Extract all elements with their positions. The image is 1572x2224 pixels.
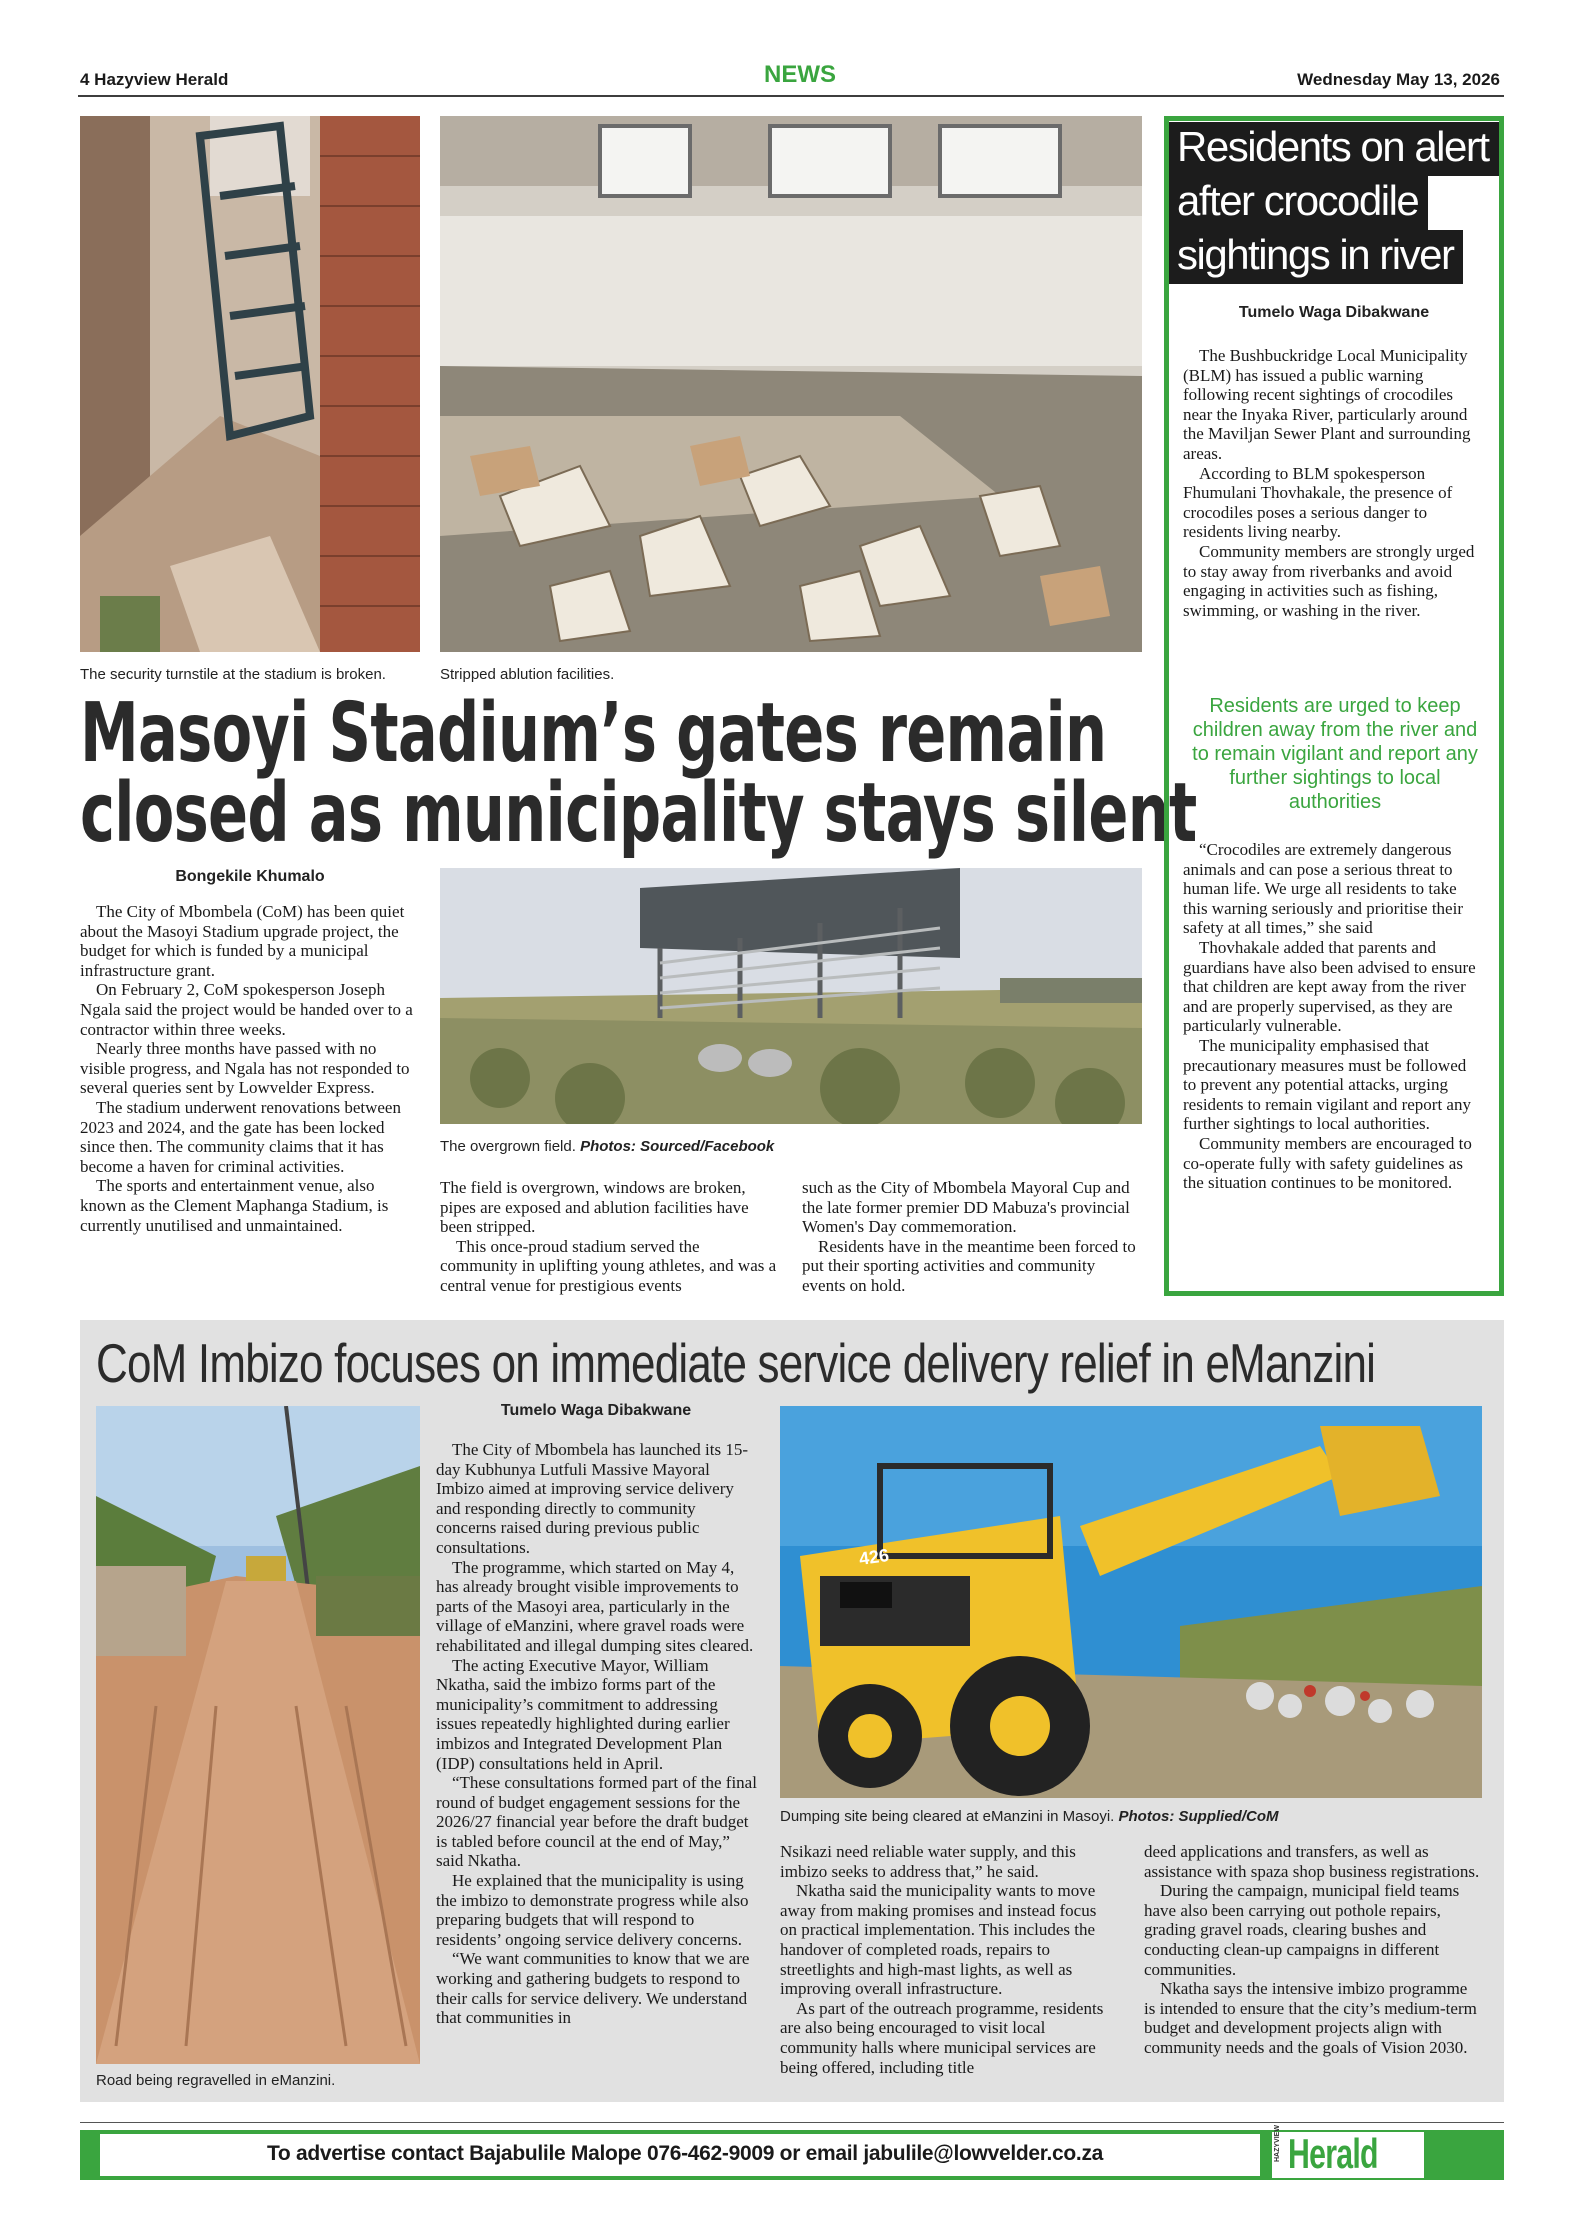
paragraph: The City of Mbombela has launched its 15-day Kubhunya Lutfuli Massive Mayoral Imbizo aimed at improving service delivery and responding directly to community concerns raised during previous public consultations. [436, 1440, 749, 1557]
paragraph: On February 2, CoM spokesperson Joseph Ngala said the project would be handed over to a contractor within three weeks. [80, 980, 413, 1039]
crocodile-column-bottom [1183, 840, 1483, 1193]
paragraph: The Bushbuckridge Local Municipality (BLM) has issued a public warning following recent sightings of crocodiles near the Inyaka River, particularly around the Maviljan Sewer Plant and surrounding areas. [1183, 346, 1471, 463]
paragraph: Community members are strongly urged to stay away from riverbanks and avoid engaging in activities such as fishing, swimming, or washing in the river. [1183, 541, 1475, 620]
ablution-photo [440, 116, 1142, 652]
stadium-column-2 [440, 1178, 780, 1296]
paragraph: “These consultations formed part of the final round of budget engagement sessions for the 2026/27 financial year before the draft budget is tabled before council at the end of May,” said Nkatha. [436, 1773, 757, 1871]
imbizo-byline: Tumelo Waga Dibakwane [500, 1402, 692, 1419]
crocodile-headline-line2: after crocodile [1169, 176, 1428, 230]
turnstile-caption: The security turnstile at the stadium is broken. [80, 666, 386, 683]
imbizo-column-1 [436, 1440, 760, 2028]
dumping-site-caption-credit: Photos: Supplied/CoM [1118, 1808, 1279, 1825]
crocodile-headline-line1: Residents on alert [1169, 122, 1499, 176]
page-label: 4 Hazyview Herald [80, 70, 229, 89]
paragraph: Nsikazi need reliable water supply, and this imbizo seeks to address that,” he said. [780, 1842, 1076, 1881]
paragraph: The stadium underwent renovations between 2023 and 2024, and the gate has been locked since then. The community claims that it has become a haven for criminal activities. [80, 1097, 401, 1176]
imbizo-headline: CoM Imbizo focuses on immediate service delivery relief in eManzini [96, 1332, 1376, 1394]
dumping-site-caption [780, 1808, 1279, 1825]
dumping-site-photo [780, 1406, 1482, 1798]
field-caption [440, 1138, 774, 1155]
paragraph: The municipality emphasised that precautionary measures must be followed to prevent any potential attacks, urging residents to remain vigilant and report any further sightings to local authorities. [1183, 1035, 1471, 1134]
stadium-column-3 [802, 1178, 1142, 1296]
paragraph: The programme, which started on May 4, has already brought visible improvements to parts of the Masoyi area, particularly in the village of eManzini, where gravel roads were rehabilitated and illegal dumping sites cleared. [436, 1557, 754, 1655]
loader-number: 426 [857, 1545, 891, 1569]
crocodile-byline: Tumelo Waga Dibakwane [1238, 304, 1430, 321]
paragraph: Residents have in the meantime been forced to put their sporting activities and community events on hold. [802, 1236, 1136, 1295]
herald-logo-small: HAZYVIEW [1274, 2125, 1281, 2162]
imbizo-column-2 [780, 1842, 1116, 2077]
issue-date: Wednesday May 13, 2026 [1297, 70, 1500, 89]
paragraph: Community members are encouraged to co-operate fully with safety guidelines as the situation continues to be monitored. [1183, 1133, 1472, 1193]
paragraph: According to BLM spokesperson Fhumulani Thovhakale, the presence of crocodiles poses a serious danger to residents living nearby. [1183, 463, 1453, 542]
section-title: NEWS [764, 61, 836, 88]
paragraph: deed applications and transfers, as well as assistance with spaza shop business registrations. [1144, 1842, 1480, 1881]
paragraph: “Crocodiles are extremely dangerous animals and can pose a serious threat to human life. We urge all residents to take this warning seriously and prioritise their safety at all times,” she said [1183, 840, 1463, 938]
paragraph: The City of Mbombela (CoM) has been quiet about the Masoyi Stadium upgrade project, the budget for which is funded by a municipal infrastructure grant. [80, 902, 405, 980]
paragraph: such as the City of Mbombela Mayoral Cup and the late former premier DD Mabuza's provincial Women's Day commemoration. [802, 1178, 1130, 1237]
header-rule [78, 95, 1504, 97]
dumping-site-caption-text: Dumping site being cleared at eManzini in Masoyi. [780, 1808, 1115, 1825]
field-photo [440, 868, 1142, 1124]
paragraph: “We want communities to know that we are working and gathering budgets to respond to their calls for service delivery. We understand that communities in [436, 1949, 750, 2028]
road-caption: Road being regravelled in eManzini. [96, 2072, 336, 2089]
field-caption-text: The overgrown field. [440, 1138, 576, 1155]
field-caption-credit: Photos: Sourced/Facebook [580, 1138, 775, 1155]
stadium-headline-line1: Masoyi Stadium’s gates remain [80, 686, 1107, 781]
herald-logo [1272, 2125, 1424, 2178]
paragraph: During the campaign, municipal field teams have also been carrying out pothole repairs, grading gravel roads, clearing bushes and conducting clean-up campaigns in different communities. [1144, 1881, 1460, 1979]
ablution-caption: Stripped ablution facilities. [440, 666, 615, 683]
paragraph: Nkatha said the municipality wants to move away from making promises and instead focus on practical implementation. This includes the handover of completed roads, repairs to streetlights and high-mast lights, as well as improving overall infrastructure. [780, 1881, 1097, 1999]
paragraph: He explained that the municipality is using the imbizo to demonstrate progress while also preparing budgets that will respond to residents’ ongoing service delivery concerns. [436, 1871, 749, 1949]
stadium-byline: Bongekile Khumalo [175, 868, 325, 885]
footer-rule [80, 2122, 1504, 2123]
paragraph: The acting Executive Mayor, William Nkatha, said the imbizo forms part of the municipality’s commitment to addressing issues repeatedly highlighted during earlier imbizos and Integrated Development Plan (IDP) consultations held in April. [436, 1655, 730, 1773]
herald-logo-text: Herald [1288, 2130, 1378, 2177]
paragraph: Thovhakale added that parents and guardians have also been advised to ensure that children are kept away from the river and are properly supervised, as they are particularly vulnerable. [1183, 937, 1476, 1036]
crocodile-headline-line3: sightings in river [1169, 230, 1463, 284]
turnstile-photo [80, 116, 420, 652]
stadium-headline-line2: closed as municipality stays silent [80, 766, 1197, 861]
paragraph: The field is overgrown, windows are broken, pipes are exposed and ablution facilities have been stripped. [440, 1178, 749, 1237]
road-photo [96, 1406, 420, 2064]
paragraph: This once-proud stadium served the community in uplifting young athletes, and was a central venue for prestigious events [440, 1236, 777, 1295]
paragraph: As part of the outreach programme, residents are also being encouraged to visit local community halls where municipal services are being offered, including title [780, 1998, 1104, 2077]
crocodile-column-top [1183, 346, 1483, 620]
advert-text: To advertise contact Bajabulile Malope 076-462-9009 or email jabulile@lowvelder.co.za [266, 2142, 1104, 2165]
stadium-column-1 [80, 902, 420, 1235]
imbizo-column-3 [1144, 1842, 1482, 2058]
crocodile-pull-quote: Residents are urged to keep children away from the river and to remain vigilant and report any further sightings to local authorities [1192, 695, 1478, 813]
paragraph: Nkatha says the intensive imbizo programme is intended to ensure that the city’s medium-term budget and development projects align with community needs and the goals of Vision 2030. [1144, 1979, 1477, 2057]
paragraph: Nearly three months have passed with no visible progress, and Ngala has not responded to several queries sent by Lowvelder Express. [80, 1039, 410, 1098]
crocodile-headline [1169, 122, 1499, 284]
paragraph: The sports and entertainment venue, also known as the Clement Maphanga Stadium, is currently unutilised and unmaintained. [80, 1176, 389, 1235]
